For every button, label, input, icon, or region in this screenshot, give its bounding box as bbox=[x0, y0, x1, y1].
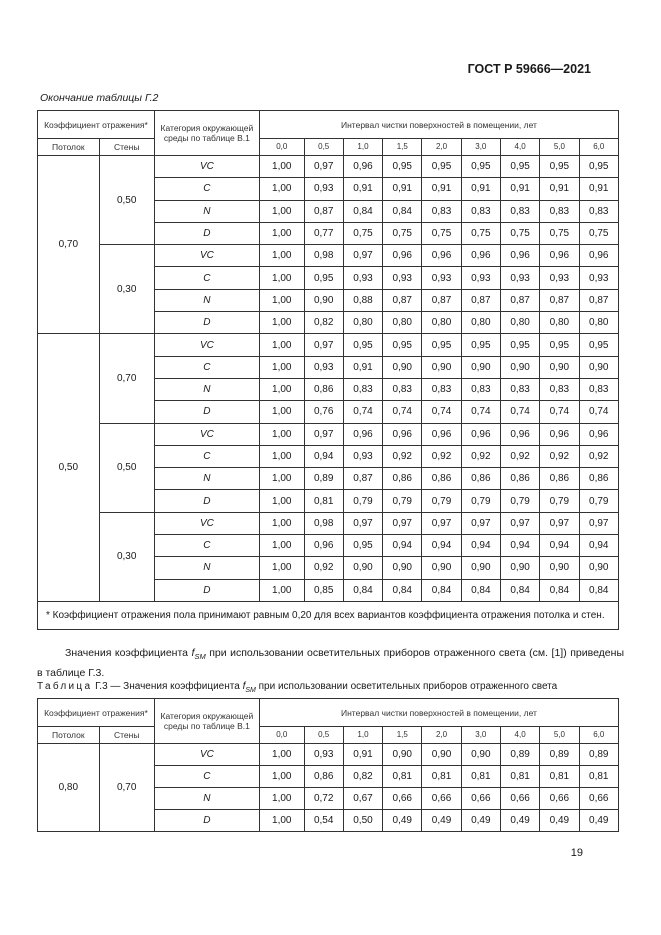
table-row bbox=[38, 334, 619, 356]
value-cell: 0,80 bbox=[579, 312, 618, 334]
value-cell: 0,84 bbox=[383, 200, 422, 222]
value-cell: 0,98 bbox=[304, 245, 343, 267]
value-cell: 0,95 bbox=[383, 156, 422, 178]
interval-header: 5,0 bbox=[540, 727, 579, 744]
value-cell: 0,92 bbox=[422, 445, 461, 467]
value-cell: 0,94 bbox=[383, 535, 422, 557]
value-cell: 0,81 bbox=[422, 766, 461, 788]
value-cell: 0,97 bbox=[343, 512, 382, 534]
header-ceiling: Потолок bbox=[38, 139, 100, 156]
value-cell: 0,89 bbox=[304, 468, 343, 490]
value-cell: 1,00 bbox=[259, 334, 304, 356]
value-cell: 0,95 bbox=[422, 334, 461, 356]
value-cell: 0,67 bbox=[343, 788, 382, 810]
value-cell: 0,93 bbox=[540, 267, 579, 289]
value-cell: 1,00 bbox=[259, 557, 304, 579]
value-cell: 0,96 bbox=[383, 423, 422, 445]
value-cell: 0,84 bbox=[422, 579, 461, 601]
value-cell: 0,86 bbox=[540, 468, 579, 490]
table-g3 bbox=[37, 698, 619, 832]
value-cell: 0,83 bbox=[500, 200, 539, 222]
category-cell: C bbox=[154, 766, 259, 788]
value-cell: 0,95 bbox=[500, 334, 539, 356]
value-cell: 0,83 bbox=[579, 378, 618, 400]
value-cell: 0,97 bbox=[500, 512, 539, 534]
value-cell: 0,88 bbox=[343, 289, 382, 311]
value-cell: 0,96 bbox=[383, 245, 422, 267]
value-cell: 0,92 bbox=[304, 557, 343, 579]
value-cell: 0,92 bbox=[579, 445, 618, 467]
value-cell: 0,86 bbox=[383, 468, 422, 490]
category-cell: VC bbox=[154, 744, 259, 766]
value-cell: 0,84 bbox=[383, 579, 422, 601]
value-cell: 0,94 bbox=[304, 445, 343, 467]
value-cell: 0,72 bbox=[304, 788, 343, 810]
value-cell: 0,86 bbox=[422, 468, 461, 490]
value-cell: 0,90 bbox=[383, 557, 422, 579]
value-cell: 0,79 bbox=[579, 490, 618, 512]
value-cell: 0,81 bbox=[500, 766, 539, 788]
value-cell: 0,54 bbox=[304, 810, 343, 832]
value-cell: 1,00 bbox=[259, 744, 304, 766]
document-standard-id: ГОСТ Р 59666—2021 bbox=[467, 62, 591, 76]
interval-header: 4,0 bbox=[500, 727, 539, 744]
value-cell: 1,00 bbox=[259, 579, 304, 601]
value-cell: 0,83 bbox=[540, 378, 579, 400]
value-cell: 0,74 bbox=[500, 401, 539, 423]
value-cell: 0,66 bbox=[422, 788, 461, 810]
value-cell: 1,00 bbox=[259, 312, 304, 334]
value-cell: 0,91 bbox=[343, 744, 382, 766]
value-cell: 0,87 bbox=[500, 289, 539, 311]
value-cell: 0,93 bbox=[461, 267, 500, 289]
ceiling-value: 0,70 bbox=[38, 156, 100, 334]
value-cell: 0,83 bbox=[500, 378, 539, 400]
interval-header: 3,0 bbox=[461, 139, 500, 156]
value-cell: 0,79 bbox=[461, 490, 500, 512]
value-cell: 0,66 bbox=[500, 788, 539, 810]
value-cell: 1,00 bbox=[259, 423, 304, 445]
value-cell: 1,00 bbox=[259, 222, 304, 244]
value-cell: 1,00 bbox=[259, 378, 304, 400]
value-cell: 0,49 bbox=[500, 810, 539, 832]
value-cell: 1,00 bbox=[259, 490, 304, 512]
value-cell: 0,95 bbox=[343, 334, 382, 356]
footnote-row bbox=[38, 601, 619, 629]
value-cell: 0,91 bbox=[422, 178, 461, 200]
value-cell: 0,77 bbox=[304, 222, 343, 244]
value-cell: 0,86 bbox=[304, 766, 343, 788]
value-cell: 0,95 bbox=[422, 156, 461, 178]
interval-header: 2,0 bbox=[422, 139, 461, 156]
value-cell: 0,75 bbox=[540, 222, 579, 244]
table-g2-end bbox=[37, 110, 619, 630]
header-interval: Интервал чистки поверхностей в помещении, лет bbox=[259, 699, 618, 727]
value-cell: 0,66 bbox=[383, 788, 422, 810]
value-cell: 0,97 bbox=[461, 512, 500, 534]
value-cell: 1,00 bbox=[259, 810, 304, 832]
wall-value: 0,30 bbox=[99, 245, 154, 334]
interval-header: 0,5 bbox=[304, 727, 343, 744]
category-cell: N bbox=[154, 468, 259, 490]
value-cell: 0,97 bbox=[579, 512, 618, 534]
value-cell: 0,80 bbox=[540, 312, 579, 334]
value-cell: 0,95 bbox=[579, 156, 618, 178]
table1-subheader bbox=[38, 139, 619, 156]
value-cell: 1,00 bbox=[259, 766, 304, 788]
value-cell: 0,91 bbox=[343, 178, 382, 200]
category-cell: VC bbox=[154, 512, 259, 534]
value-cell: 0,89 bbox=[540, 744, 579, 766]
value-cell: 0,83 bbox=[422, 378, 461, 400]
category-cell: N bbox=[154, 200, 259, 222]
value-cell: 0,81 bbox=[461, 766, 500, 788]
value-cell: 0,91 bbox=[343, 356, 382, 378]
value-cell: 0,85 bbox=[304, 579, 343, 601]
footnote: * Коэффициент отражения пола принимают равным 0,20 для всех вариантов коэффициента отражения потолка и стен. bbox=[38, 601, 619, 629]
value-cell: 0,84 bbox=[343, 579, 382, 601]
value-cell: 0,94 bbox=[461, 535, 500, 557]
value-cell: 1,00 bbox=[259, 267, 304, 289]
value-cell: 0,76 bbox=[304, 401, 343, 423]
value-cell: 0,96 bbox=[422, 245, 461, 267]
value-cell: 1,00 bbox=[259, 401, 304, 423]
value-cell: 0,74 bbox=[383, 401, 422, 423]
interval-header: 4,0 bbox=[500, 139, 539, 156]
ceiling-value: 0,50 bbox=[38, 334, 100, 602]
value-cell: 0,66 bbox=[579, 788, 618, 810]
category-cell: D bbox=[154, 579, 259, 601]
value-cell: 0,96 bbox=[579, 245, 618, 267]
value-cell: 0,98 bbox=[304, 512, 343, 534]
value-cell: 0,74 bbox=[422, 401, 461, 423]
value-cell: 0,95 bbox=[343, 535, 382, 557]
value-cell: 0,86 bbox=[500, 468, 539, 490]
value-cell: 0,75 bbox=[461, 222, 500, 244]
value-cell: 0,80 bbox=[343, 312, 382, 334]
value-cell: 0,80 bbox=[461, 312, 500, 334]
value-cell: 0,90 bbox=[500, 356, 539, 378]
table2-caption: Таблица Г.3 — Значения коэффициента $f_{SM}$ при использовании осветительных приборов отраженного света bbox=[37, 681, 558, 694]
header-reflect: Коэффициент отражения* bbox=[38, 111, 155, 139]
value-cell: 0,93 bbox=[422, 267, 461, 289]
category-cell: C bbox=[154, 356, 259, 378]
header-walls: Стены bbox=[99, 139, 154, 156]
value-cell: 0,66 bbox=[461, 788, 500, 810]
value-cell: 0,74 bbox=[461, 401, 500, 423]
value-cell: 0,80 bbox=[500, 312, 539, 334]
wall-value: 0,70 bbox=[99, 744, 154, 832]
value-cell: 0,83 bbox=[461, 378, 500, 400]
wall-value: 0,50 bbox=[99, 423, 154, 512]
value-cell: 0,96 bbox=[461, 423, 500, 445]
value-cell: 0,49 bbox=[422, 810, 461, 832]
value-cell: 0,83 bbox=[422, 200, 461, 222]
value-cell: 0,97 bbox=[304, 423, 343, 445]
value-cell: 1,00 bbox=[259, 156, 304, 178]
value-cell: 0,93 bbox=[383, 267, 422, 289]
value-cell: 0,49 bbox=[579, 810, 618, 832]
value-cell: 0,49 bbox=[383, 810, 422, 832]
value-cell: 1,00 bbox=[259, 445, 304, 467]
interval-header: 2,0 bbox=[422, 727, 461, 744]
category-cell: D bbox=[154, 312, 259, 334]
value-cell: 0,83 bbox=[461, 200, 500, 222]
value-cell: 0,86 bbox=[579, 468, 618, 490]
value-cell: 0,81 bbox=[383, 766, 422, 788]
value-cell: 0,96 bbox=[579, 423, 618, 445]
interval-header: 1,5 bbox=[383, 727, 422, 744]
value-cell: 0,79 bbox=[383, 490, 422, 512]
value-cell: 0,83 bbox=[343, 378, 382, 400]
value-cell: 0,89 bbox=[579, 744, 618, 766]
value-cell: 0,90 bbox=[383, 744, 422, 766]
interval-header: 5,0 bbox=[540, 139, 579, 156]
value-cell: 0,91 bbox=[461, 178, 500, 200]
value-cell: 0,95 bbox=[461, 156, 500, 178]
value-cell: 0,91 bbox=[383, 178, 422, 200]
value-cell: 0,87 bbox=[383, 289, 422, 311]
value-cell: 0,96 bbox=[304, 535, 343, 557]
value-cell: 0,87 bbox=[343, 468, 382, 490]
value-cell: 0,74 bbox=[343, 401, 382, 423]
value-cell: 0,96 bbox=[540, 245, 579, 267]
value-cell: 0,96 bbox=[461, 245, 500, 267]
value-cell: 0,87 bbox=[461, 289, 500, 311]
category-cell: D bbox=[154, 810, 259, 832]
category-cell: N bbox=[154, 788, 259, 810]
interval-header: 0,5 bbox=[304, 139, 343, 156]
interval-header: 0,0 bbox=[259, 139, 304, 156]
value-cell: 0,49 bbox=[461, 810, 500, 832]
category-cell: VC bbox=[154, 423, 259, 445]
value-cell: 0,90 bbox=[461, 356, 500, 378]
value-cell: 0,75 bbox=[579, 222, 618, 244]
value-cell: 0,96 bbox=[422, 423, 461, 445]
value-cell: 0,94 bbox=[500, 535, 539, 557]
value-cell: 0,75 bbox=[500, 222, 539, 244]
table-row bbox=[38, 245, 619, 267]
value-cell: 0,91 bbox=[579, 178, 618, 200]
wall-value: 0,50 bbox=[99, 156, 154, 245]
ceiling-value: 0,80 bbox=[38, 744, 100, 832]
interval-header: 6,0 bbox=[579, 139, 618, 156]
value-cell: 0,90 bbox=[579, 557, 618, 579]
value-cell: 0,97 bbox=[422, 512, 461, 534]
value-cell: 0,83 bbox=[540, 200, 579, 222]
header-ceiling: Потолок bbox=[38, 727, 100, 744]
value-cell: 0,93 bbox=[500, 267, 539, 289]
value-cell: 0,84 bbox=[579, 579, 618, 601]
value-cell: 0,95 bbox=[304, 267, 343, 289]
value-cell: 0,74 bbox=[579, 401, 618, 423]
value-cell: 0,80 bbox=[422, 312, 461, 334]
header-category: Категория окружающей среды по таблице В.1 bbox=[154, 699, 259, 744]
value-cell: 0,89 bbox=[500, 744, 539, 766]
category-cell: C bbox=[154, 535, 259, 557]
value-cell: 0,90 bbox=[500, 557, 539, 579]
value-cell: 0,80 bbox=[383, 312, 422, 334]
value-cell: 1,00 bbox=[259, 535, 304, 557]
value-cell: 0,96 bbox=[343, 156, 382, 178]
value-cell: 0,96 bbox=[540, 423, 579, 445]
category-cell: C bbox=[154, 267, 259, 289]
value-cell: 0,95 bbox=[540, 156, 579, 178]
value-cell: 0,75 bbox=[383, 222, 422, 244]
value-cell: 0,82 bbox=[343, 766, 382, 788]
value-cell: 0,79 bbox=[540, 490, 579, 512]
table-row bbox=[38, 423, 619, 445]
value-cell: 0,92 bbox=[461, 445, 500, 467]
interval-header: 1,0 bbox=[343, 139, 382, 156]
value-cell: 0,90 bbox=[304, 289, 343, 311]
value-cell: 0,90 bbox=[383, 356, 422, 378]
value-cell: 0,74 bbox=[540, 401, 579, 423]
value-cell: 1,00 bbox=[259, 788, 304, 810]
header-category: Категория окружающей среды по таблице В.1 bbox=[154, 111, 259, 156]
value-cell: 0,84 bbox=[461, 579, 500, 601]
value-cell: 0,86 bbox=[304, 378, 343, 400]
value-cell: 0,93 bbox=[304, 356, 343, 378]
table1-body bbox=[38, 111, 619, 630]
value-cell: 1,00 bbox=[259, 356, 304, 378]
value-cell: 0,87 bbox=[304, 200, 343, 222]
value-cell: 0,97 bbox=[540, 512, 579, 534]
value-cell: 0,87 bbox=[422, 289, 461, 311]
value-cell: 0,94 bbox=[422, 535, 461, 557]
value-cell: 0,91 bbox=[540, 178, 579, 200]
value-cell: 0,92 bbox=[540, 445, 579, 467]
table2-body bbox=[38, 699, 619, 832]
value-cell: 0,50 bbox=[343, 810, 382, 832]
value-cell: 0,97 bbox=[383, 512, 422, 534]
value-cell: 0,90 bbox=[343, 557, 382, 579]
value-cell: 0,91 bbox=[500, 178, 539, 200]
header-walls: Стены bbox=[99, 727, 154, 744]
interval-header: 1,0 bbox=[343, 727, 382, 744]
value-cell: 0,49 bbox=[540, 810, 579, 832]
table-row bbox=[38, 512, 619, 534]
value-cell: 0,97 bbox=[343, 245, 382, 267]
category-cell: VC bbox=[154, 334, 259, 356]
value-cell: 0,95 bbox=[383, 334, 422, 356]
value-cell: 0,81 bbox=[579, 766, 618, 788]
category-cell: C bbox=[154, 445, 259, 467]
category-cell: C bbox=[154, 178, 259, 200]
interval-header: 0,0 bbox=[259, 727, 304, 744]
value-cell: 0,79 bbox=[343, 490, 382, 512]
value-cell: 0,93 bbox=[343, 445, 382, 467]
value-cell: 0,83 bbox=[579, 200, 618, 222]
interval-header: 6,0 bbox=[579, 727, 618, 744]
value-cell: 0,86 bbox=[461, 468, 500, 490]
value-cell: 0,90 bbox=[461, 557, 500, 579]
value-cell: 0,94 bbox=[579, 535, 618, 557]
value-cell: 1,00 bbox=[259, 178, 304, 200]
value-cell: 1,00 bbox=[259, 245, 304, 267]
value-cell: 0,92 bbox=[500, 445, 539, 467]
value-cell: 0,84 bbox=[540, 579, 579, 601]
value-cell: 0,97 bbox=[304, 334, 343, 356]
wall-value: 0,30 bbox=[99, 512, 154, 601]
value-cell: 0,92 bbox=[383, 445, 422, 467]
value-cell: 0,66 bbox=[540, 788, 579, 810]
value-cell: 0,81 bbox=[540, 766, 579, 788]
value-cell: 0,90 bbox=[461, 744, 500, 766]
value-cell: 1,00 bbox=[259, 289, 304, 311]
table1-caption: Окончание таблицы Г.2 bbox=[40, 92, 159, 104]
value-cell: 0,90 bbox=[579, 356, 618, 378]
value-cell: 0,90 bbox=[540, 356, 579, 378]
value-cell: 0,83 bbox=[383, 378, 422, 400]
page-number: 19 bbox=[570, 847, 583, 859]
value-cell: 0,75 bbox=[422, 222, 461, 244]
value-cell: 0,93 bbox=[343, 267, 382, 289]
value-cell: 0,87 bbox=[579, 289, 618, 311]
value-cell: 1,00 bbox=[259, 512, 304, 534]
value-cell: 0,94 bbox=[540, 535, 579, 557]
value-cell: 0,90 bbox=[422, 557, 461, 579]
table-row bbox=[38, 156, 619, 178]
category-cell: D bbox=[154, 401, 259, 423]
value-cell: 1,00 bbox=[259, 468, 304, 490]
value-cell: 0,82 bbox=[304, 312, 343, 334]
category-cell: N bbox=[154, 557, 259, 579]
value-cell: 0,95 bbox=[540, 334, 579, 356]
table-row bbox=[38, 744, 619, 766]
category-cell: D bbox=[154, 222, 259, 244]
category-cell: N bbox=[154, 289, 259, 311]
header-interval: Интервал чистки поверхностей в помещении, лет bbox=[259, 111, 618, 139]
value-cell: 1,00 bbox=[259, 200, 304, 222]
value-cell: 0,90 bbox=[422, 356, 461, 378]
value-cell: 0,90 bbox=[540, 557, 579, 579]
value-cell: 0,95 bbox=[500, 156, 539, 178]
value-cell: 0,75 bbox=[343, 222, 382, 244]
value-cell: 0,97 bbox=[304, 156, 343, 178]
category-cell: VC bbox=[154, 245, 259, 267]
header-reflect: Коэффициент отражения* bbox=[38, 699, 155, 727]
interval-header: 1,5 bbox=[383, 139, 422, 156]
interval-header: 3,0 bbox=[461, 727, 500, 744]
value-cell: 0,79 bbox=[422, 490, 461, 512]
category-cell: VC bbox=[154, 156, 259, 178]
value-cell: 0,95 bbox=[579, 334, 618, 356]
value-cell: 0,96 bbox=[500, 245, 539, 267]
value-cell: 0,93 bbox=[304, 744, 343, 766]
value-cell: 0,96 bbox=[500, 423, 539, 445]
value-cell: 0,87 bbox=[540, 289, 579, 311]
value-cell: 0,81 bbox=[304, 490, 343, 512]
value-cell: 0,95 bbox=[461, 334, 500, 356]
value-cell: 0,93 bbox=[304, 178, 343, 200]
category-cell: N bbox=[154, 378, 259, 400]
value-cell: 0,93 bbox=[579, 267, 618, 289]
body-paragraph: Значения коэффициента $f_{SM}$ при использовании осветительных приборов отраженного света (см. [1]) приведены в таблице Г.3. bbox=[37, 647, 624, 680]
value-cell: 0,84 bbox=[343, 200, 382, 222]
value-cell: 0,84 bbox=[500, 579, 539, 601]
value-cell: 0,96 bbox=[343, 423, 382, 445]
value-cell: 0,79 bbox=[500, 490, 539, 512]
value-cell: 0,90 bbox=[422, 744, 461, 766]
category-cell: D bbox=[154, 490, 259, 512]
table2-subheader bbox=[38, 727, 619, 744]
wall-value: 0,70 bbox=[99, 334, 154, 423]
